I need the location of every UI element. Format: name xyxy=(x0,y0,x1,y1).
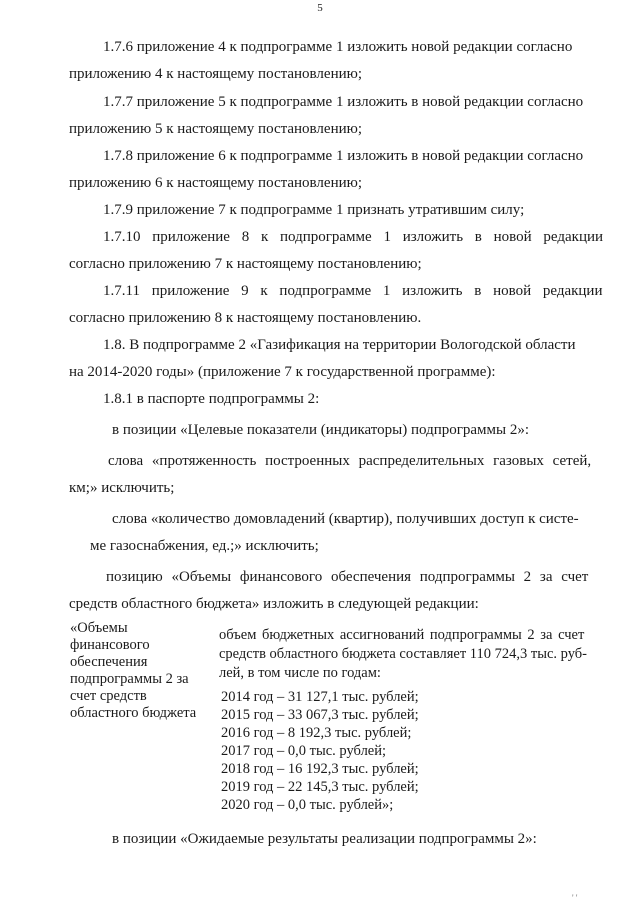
table-left-line: обеспечения xyxy=(70,654,148,670)
year-line: 2017 год – 0,0 тыс. рублей; xyxy=(221,743,387,759)
table-left-line: финансового xyxy=(70,637,150,653)
paragraph-line: средств областного бюджета» изложить в следующей редакции: xyxy=(69,596,479,612)
paragraph-line: приложению 5 к настоящему постановлению; xyxy=(69,121,362,137)
paragraph-line: приложению 4 к настоящему постановлению; xyxy=(69,66,362,82)
paragraph-line: 1.7.8 приложение 6 к подпрограмме 1 изложить в новой редакции согласно xyxy=(103,148,584,164)
table-left-cell xyxy=(70,620,230,722)
year-line: 2020 год – 0,0 тыс. рублей»; xyxy=(221,797,394,813)
year-line: 2014 год – 31 127,1 тыс. рублей; xyxy=(221,689,419,705)
paragraph-line: слова «количество домовладений (квартир), получивших доступ к систе- xyxy=(112,511,579,527)
paragraph-line: 1.7.10 приложение 8 к подпрограмме 1 изложить в новой редакции xyxy=(103,229,604,245)
year-line: 2016 год – 8 192,3 тыс. рублей; xyxy=(221,725,412,741)
paragraph-line: 1.7.9 приложение 7 к подпрограмме 1 признать утратившим силу; xyxy=(103,202,525,218)
year-line: 2018 год – 16 192,3 тыс. рублей; xyxy=(221,761,419,777)
paragraph-line: 1.7.6 приложение 4 к подпрограмме 1 изложить новой редакции согласно xyxy=(103,39,573,55)
paragraph-line: приложению 6 к настоящему постановлению; xyxy=(69,175,362,191)
table-left-line: областного бюджета xyxy=(70,705,197,721)
paragraph-line: позицию «Объемы финансового обеспечения подпрограммы 2 за счет xyxy=(106,569,589,585)
table-left-line: счет средств xyxy=(70,688,147,704)
year-line: 2019 год – 22 145,3 тыс. рублей; xyxy=(221,779,419,795)
table-left-line: подпрограммы 2 за xyxy=(70,671,189,687)
paragraph-line: на 2014-2020 годы» (приложение 7 к государственной программе): xyxy=(69,364,496,380)
year-line: 2015 год – 33 067,3 тыс. рублей; xyxy=(221,707,419,723)
scan-mark: ' ' xyxy=(572,893,578,903)
table-right-line: средств областного бюджета составляет 110 724,3 тыс. руб- xyxy=(219,646,587,662)
paragraph-line: согласно приложению 8 к настоящему постановлению. xyxy=(69,310,422,326)
page-number: 5 xyxy=(317,2,323,14)
paragraph-line: в позиции «Ожидаемые результаты реализации подпрограммы 2»: xyxy=(112,831,537,847)
paragraph-line: 1.7.7 приложение 5 к подпрограмме 1 изложить в новой редакции согласно xyxy=(103,94,584,110)
table-left-line: «Объемы xyxy=(70,620,128,636)
paragraph-line: в позиции «Целевые показатели (индикаторы) подпрограммы 2»: xyxy=(112,422,530,438)
paragraph-line: согласно приложению 7 к настоящему постановлению; xyxy=(69,256,422,272)
paragraph-line: 1.8. В подпрограмме 2 «Газификация на территории Вологодской области xyxy=(103,337,576,353)
paragraph-line: 1.7.11 приложение 9 к подпрограмме 1 изложить в новой редакции xyxy=(103,283,603,299)
paragraph-line: ме газоснабжения, ед.;» исключить; xyxy=(90,538,319,554)
paragraph-line: слова «протяженность построенных распределительных газовых сетей, xyxy=(108,453,592,469)
paragraph-line: км;» исключить; xyxy=(69,480,175,496)
table-right-line: объем бюджетных ассигнований подпрограммы 2 за счет xyxy=(219,627,585,643)
table-right-line: лей, в том числе по годам: xyxy=(219,665,381,681)
paragraph-line: 1.8.1 в паспорте подпрограммы 2: xyxy=(103,391,320,407)
